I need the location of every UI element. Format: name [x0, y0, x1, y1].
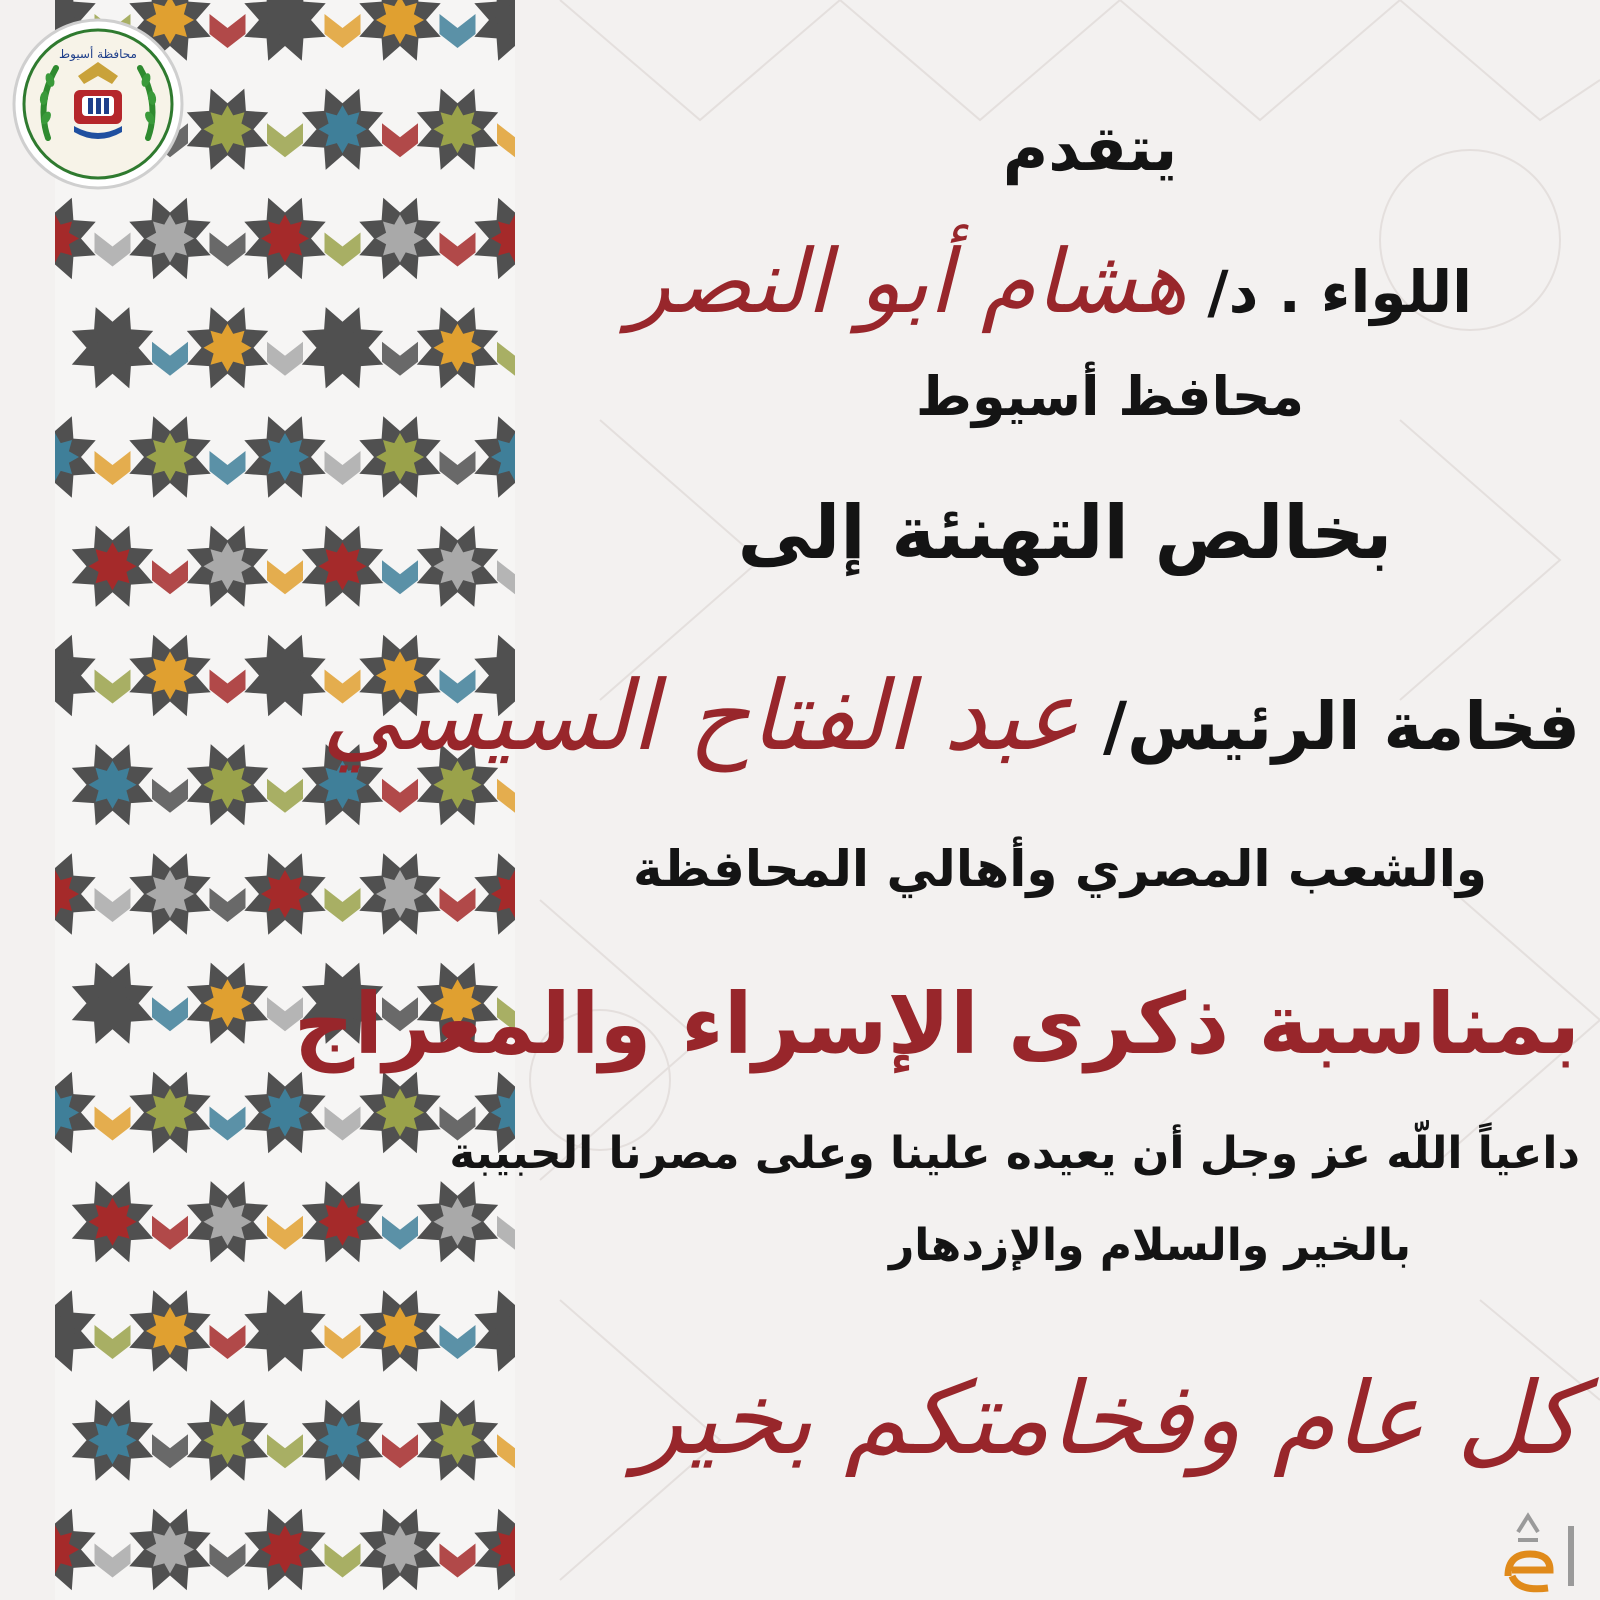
greeting-lead: يتقدم: [1002, 112, 1178, 185]
occasion-line: بمناسبة ذكرى الإسراء والمعراج: [293, 975, 1580, 1073]
president-line: [321, 660, 1580, 772]
people-line: والشعب المصري وأهالي المحافظة: [633, 840, 1487, 898]
seal-text: محافظة أسيوط: [59, 47, 137, 61]
governor-title: اللواء . د/: [1207, 258, 1473, 326]
prayer-line-2: بالخير والسلام والإزدهار: [888, 1220, 1412, 1271]
president-name: عبد الفتاح السيسي: [321, 660, 1080, 772]
prayer-line-1: داعياً اللّه عز وجل أن يعيده علينا وعلى مصرنا الحبيبة: [449, 1128, 1580, 1179]
president-title: فخامة الرئيس/: [1102, 688, 1580, 765]
greeting-card: [293, 0, 1580, 1600]
congrats-line: بخالص التهنئة إلى: [737, 490, 1393, 576]
governor-name: هشام أبو النصر: [627, 230, 1188, 333]
islamic-star-pattern-icon: [55, 0, 515, 1600]
closing-calligraphy: كل عام وفخامتكم بخير: [634, 1360, 1580, 1477]
governor-position: محافظ أسيوط: [915, 365, 1305, 428]
governorate-seal-icon: [12, 18, 184, 190]
watermark-logo-icon: [1488, 1496, 1600, 1600]
governor-line: [520, 230, 1580, 333]
